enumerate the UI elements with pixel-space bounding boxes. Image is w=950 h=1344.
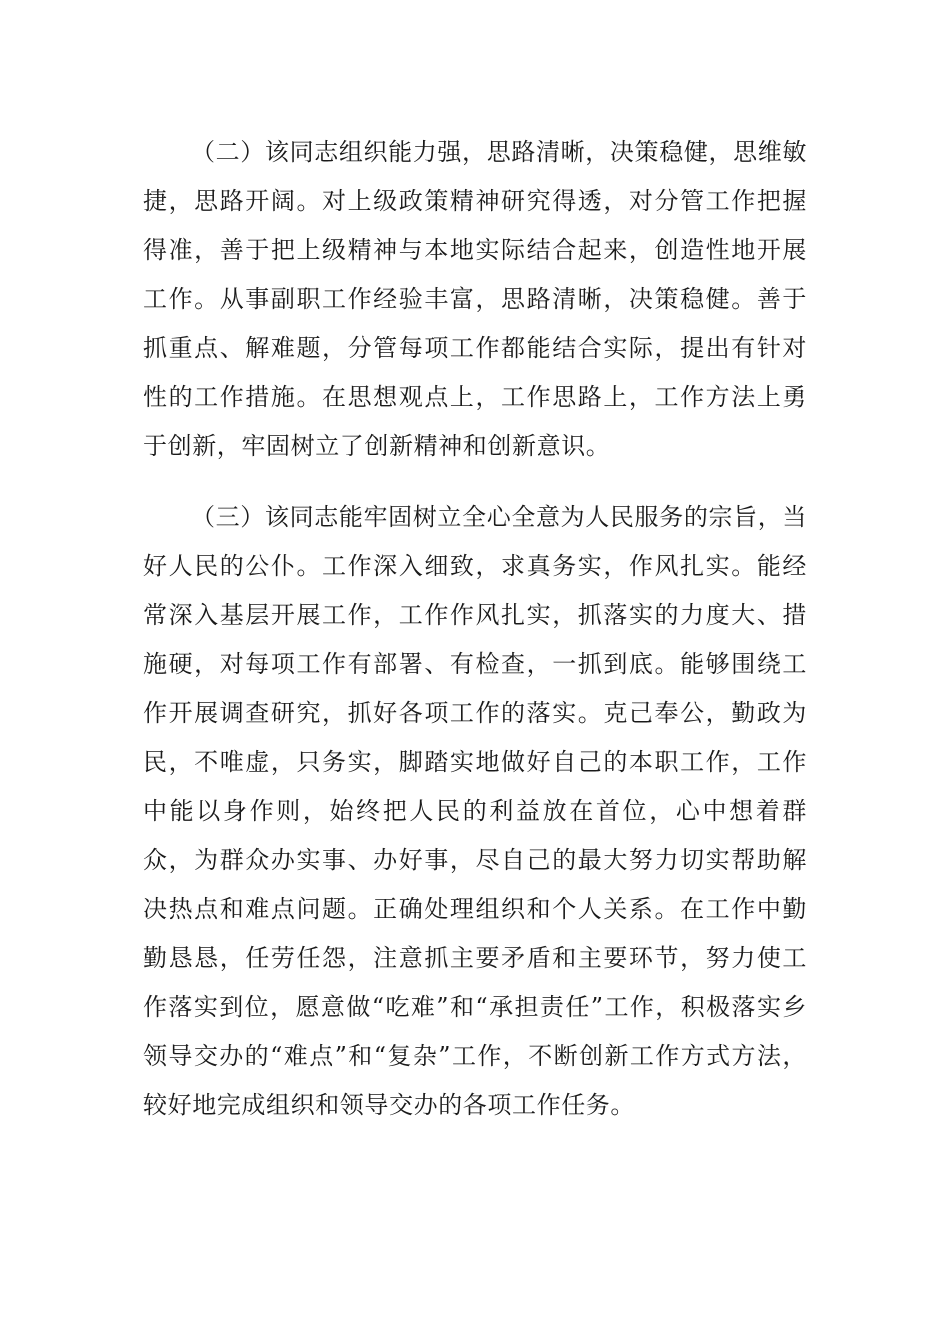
paragraph-2: （二）该同志组织能力强，思路清晰，决策稳健，思维敏捷，思路开阔。对上级政策精神研究得透，对分管工作把握得准，善于把上级精神与本地实际结合起来，创造性地开展工作。从事副职工作经验丰富，思路清晰，决策稳健。善于抓重点、解难题，分管每项工作都能结合实际，提出有针对性的工作措施。在思想观点上，工作思路上，工作方法上勇于创新，牢固树立了创新精神和创新意识。 — [143, 138, 807, 460]
paragraph-3: （三）该同志能牢固树立全心全意为人民服务的宗旨，当好人民的公仆。工作深入细致，求真务实，作风扎实。能经常深入基层开展工作，工作作风扎实，抓落实的力度大、措施硬，对每项工作有部署、有检查，一抓到底。能够围绕工作开展调查研究，抓好各项工作的落实。克己奉公，勤政为民，不唯虚，只务实，脚踏实地做好自己的本职工作，工作中能以身作则，始终把人民的利益放在首位，心中想着群众，为群众办实事、办好事，尽自己的最大努力切实帮助解决热点和难点问题。正确处理组织和个人关系。在工作中勤勤恳恳，任劳任怨，注意抓主要矛盾和主要环节，努力使工作落实到位，愿意做“吃难”和“承担责任”工作，积极落实乡领导交办的“难点”和“复杂”工作，不断创新工作方式方法，较好地完成组织和领导交办的各项工作任务。 — [143, 503, 807, 1119]
document-body — [143, 128, 807, 1130]
